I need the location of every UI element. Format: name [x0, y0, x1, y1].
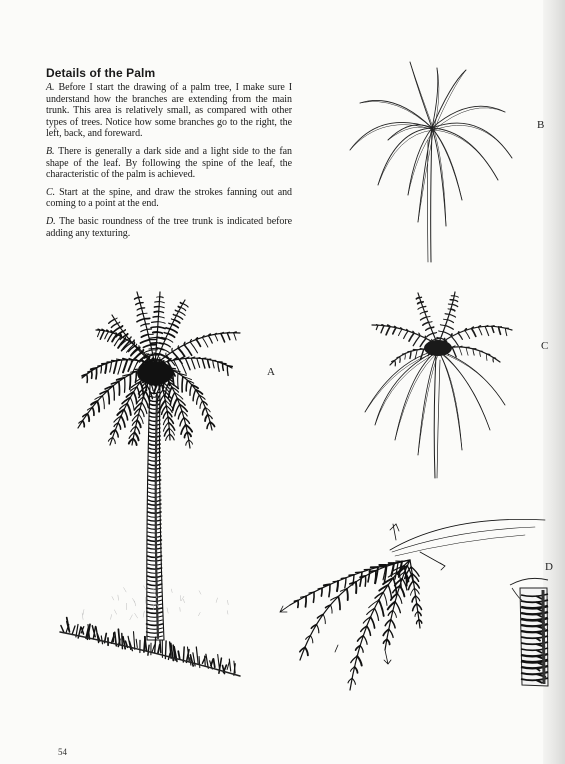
figure-label-c: C: [541, 340, 549, 352]
paragraph-c-text: Start at the spine, and draw the strokes fanning out and coming to a point at the end.: [46, 186, 293, 210]
palm-sketch-b: [350, 62, 512, 262]
page-number: 54: [58, 747, 67, 757]
paragraph-b-text: There is generally a dark side and a light side to the fan shape of the leaf. By following the spine of the leaf, the characteristic of the palm is achieved.: [46, 145, 292, 181]
figure-label-a: A: [267, 366, 275, 378]
figure-label-d: D: [545, 561, 553, 573]
palm-sketch-c: [365, 292, 512, 478]
figure-label-b: B: [537, 119, 545, 131]
paragraph-d-lead: D.: [46, 215, 56, 227]
paragraph-a-lead: A.: [46, 82, 55, 93]
section-heading: Details of the Palm: [46, 66, 156, 80]
palm-trunk-detail-d: [510, 578, 548, 686]
paragraph-d-text: The basic roundness of the tree trunk is indicated before adding any texturing.: [46, 215, 292, 239]
palm-tree-a: [60, 292, 240, 676]
paragraph-c-lead: C.: [46, 186, 56, 198]
palm-frond-detail-d: [280, 519, 545, 690]
paragraph-a-text: Before I start the drawing of a palm tree, I make sure I understand how the branches are extending from the main trunk. This area is relatively small, as compared with other types of trees. Notice how some branches go to the right, the left, back, and foreward.: [46, 82, 292, 140]
paragraph-b-lead: B.: [46, 145, 55, 157]
